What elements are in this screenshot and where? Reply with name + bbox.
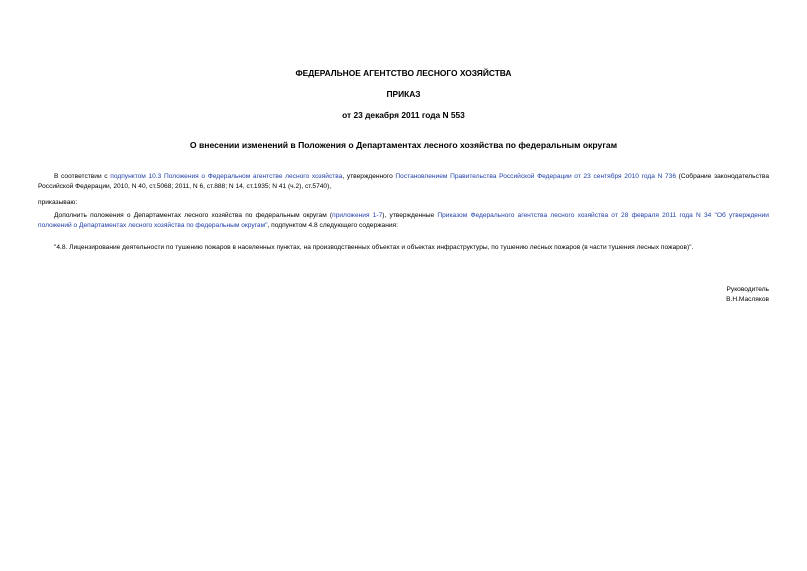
document-type-heading: ПРИКАЗ bbox=[386, 89, 421, 99]
link-appendices[interactable]: приложения 1-7 bbox=[332, 212, 383, 219]
basis-text-2: , утвержденного bbox=[342, 173, 396, 180]
document-title: О внесении изменений в Положения о Департаментах лесного хозяйства по федеральным округам bbox=[189, 140, 618, 150]
link-agency-order[interactable]: Приказом Федерального агентства лесного хозяйства от 28 февраля 2011 года N 34 "Об утверждении положений о Департаментах лесного хозяйства по федеральным округам" bbox=[38, 212, 769, 229]
amend-text-2: ), утвержденные bbox=[382, 212, 438, 219]
basis-text-3: (Собрание законодательства Российской Федерации, 2010, N 40, ст.5068; 2011, N 6, ст.888; N 14, ст.1935; N 41 (ч.2), ст.5740), bbox=[38, 173, 770, 190]
quoted-clause: "4.8. Лицензирование деятельности по тушению пожаров в населенных пунктах, на производственных объектах и объектах инфраструктуры, по тушению лесных пожаров (в части тушения лесных пожаров)". bbox=[54, 244, 694, 251]
signatory-name: В.Н.Масляков bbox=[726, 296, 769, 303]
signatory-position: Руководитель bbox=[726, 286, 769, 293]
link-regulation-subclause[interactable]: подпунктом 10.3 Положения о Федеральном агентстве лесного хозяйства bbox=[110, 173, 343, 180]
decree-word: приказываю: bbox=[38, 199, 78, 206]
agency-heading: ФЕДЕРАЛЬНОЕ АГЕНТСТВО ЛЕСНОГО ХОЗЯЙСТВА bbox=[295, 68, 512, 78]
amend-text-3: , подпунктом 4.8 следующего содержания: bbox=[267, 222, 398, 229]
basis-text-1: В соответствии с bbox=[54, 173, 111, 180]
link-government-resolution[interactable]: Постановлением Правительства Российской Федерации от 23 сентября 2010 года N 736 bbox=[395, 173, 677, 180]
basis-paragraph bbox=[38, 172, 769, 192]
amend-paragraph bbox=[38, 211, 769, 231]
amend-text-1: Дополнить положения о Департаментах лесного хозяйства по федеральным округам ( bbox=[54, 212, 333, 219]
date-number-heading: от 23 декабря 2011 года N 553 bbox=[342, 110, 465, 120]
